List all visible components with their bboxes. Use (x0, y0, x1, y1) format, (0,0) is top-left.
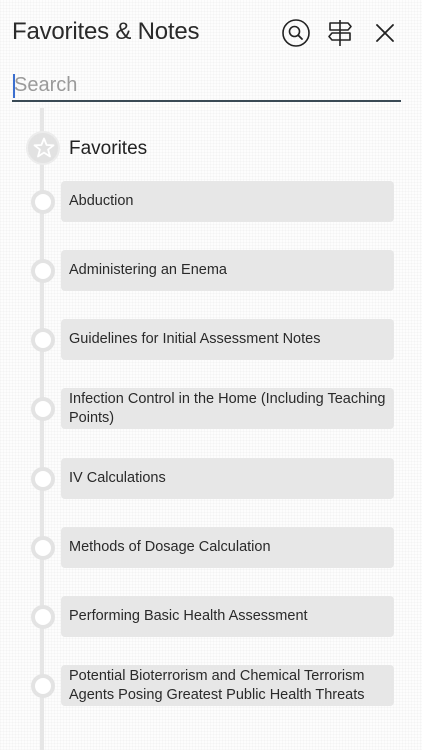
favorite-item-dosage-calculation[interactable] (61, 527, 394, 568)
timeline-node (31, 328, 55, 352)
favorites-heading: Favorites (69, 138, 148, 159)
favorite-item-label: Performing Basic Health Assessment (69, 608, 308, 624)
favorite-item-label: Administering an Enema (69, 262, 227, 278)
favorite-item-label: Guidelines for Initial Assessment Notes (69, 331, 321, 347)
timeline-node (31, 605, 55, 629)
search-bar (12, 72, 401, 104)
page-title: Favorites & Notes (12, 18, 200, 45)
favorite-item-infection-control[interactable] (61, 388, 394, 429)
favorite-item-abduction[interactable] (61, 181, 394, 222)
search-input[interactable] (12, 72, 401, 102)
timeline-node (31, 674, 55, 698)
favorite-item-label: Methods of Dosage Calculation (69, 539, 271, 555)
navigation-button[interactable] (325, 18, 355, 48)
header (0, 0, 422, 68)
signpost-icon (325, 18, 355, 48)
search-button[interactable] (281, 18, 311, 48)
favorite-item-bioterrorism-agents[interactable] (61, 665, 394, 706)
timeline-node (31, 467, 55, 491)
close-icon (370, 18, 400, 48)
favorite-item-iv-calculations[interactable] (61, 458, 394, 499)
favorite-item-label: IV Calculations (69, 470, 166, 486)
favorite-item-administering-an-enema[interactable] (61, 250, 394, 291)
text-caret (13, 74, 15, 98)
close-button[interactable] (370, 18, 400, 48)
timeline-node (31, 397, 55, 421)
star-icon (32, 136, 56, 160)
timeline-node (31, 536, 55, 560)
favorite-item-label: Potential Bioterrorism and Chemical Terrorism Agents Posing Greatest Public Health Threats (69, 667, 365, 703)
timeline-node (31, 190, 55, 214)
favorites-node (26, 131, 60, 165)
search-icon (281, 18, 311, 48)
favorite-item-label: Abduction (69, 193, 134, 209)
favorite-item-label: Infection Control in the Home (Including Teaching Points) (69, 390, 386, 426)
favorite-item-basic-health-assessment[interactable] (61, 596, 394, 637)
timeline-node (31, 259, 55, 283)
favorite-item-guidelines-initial-assessment[interactable] (61, 319, 394, 360)
